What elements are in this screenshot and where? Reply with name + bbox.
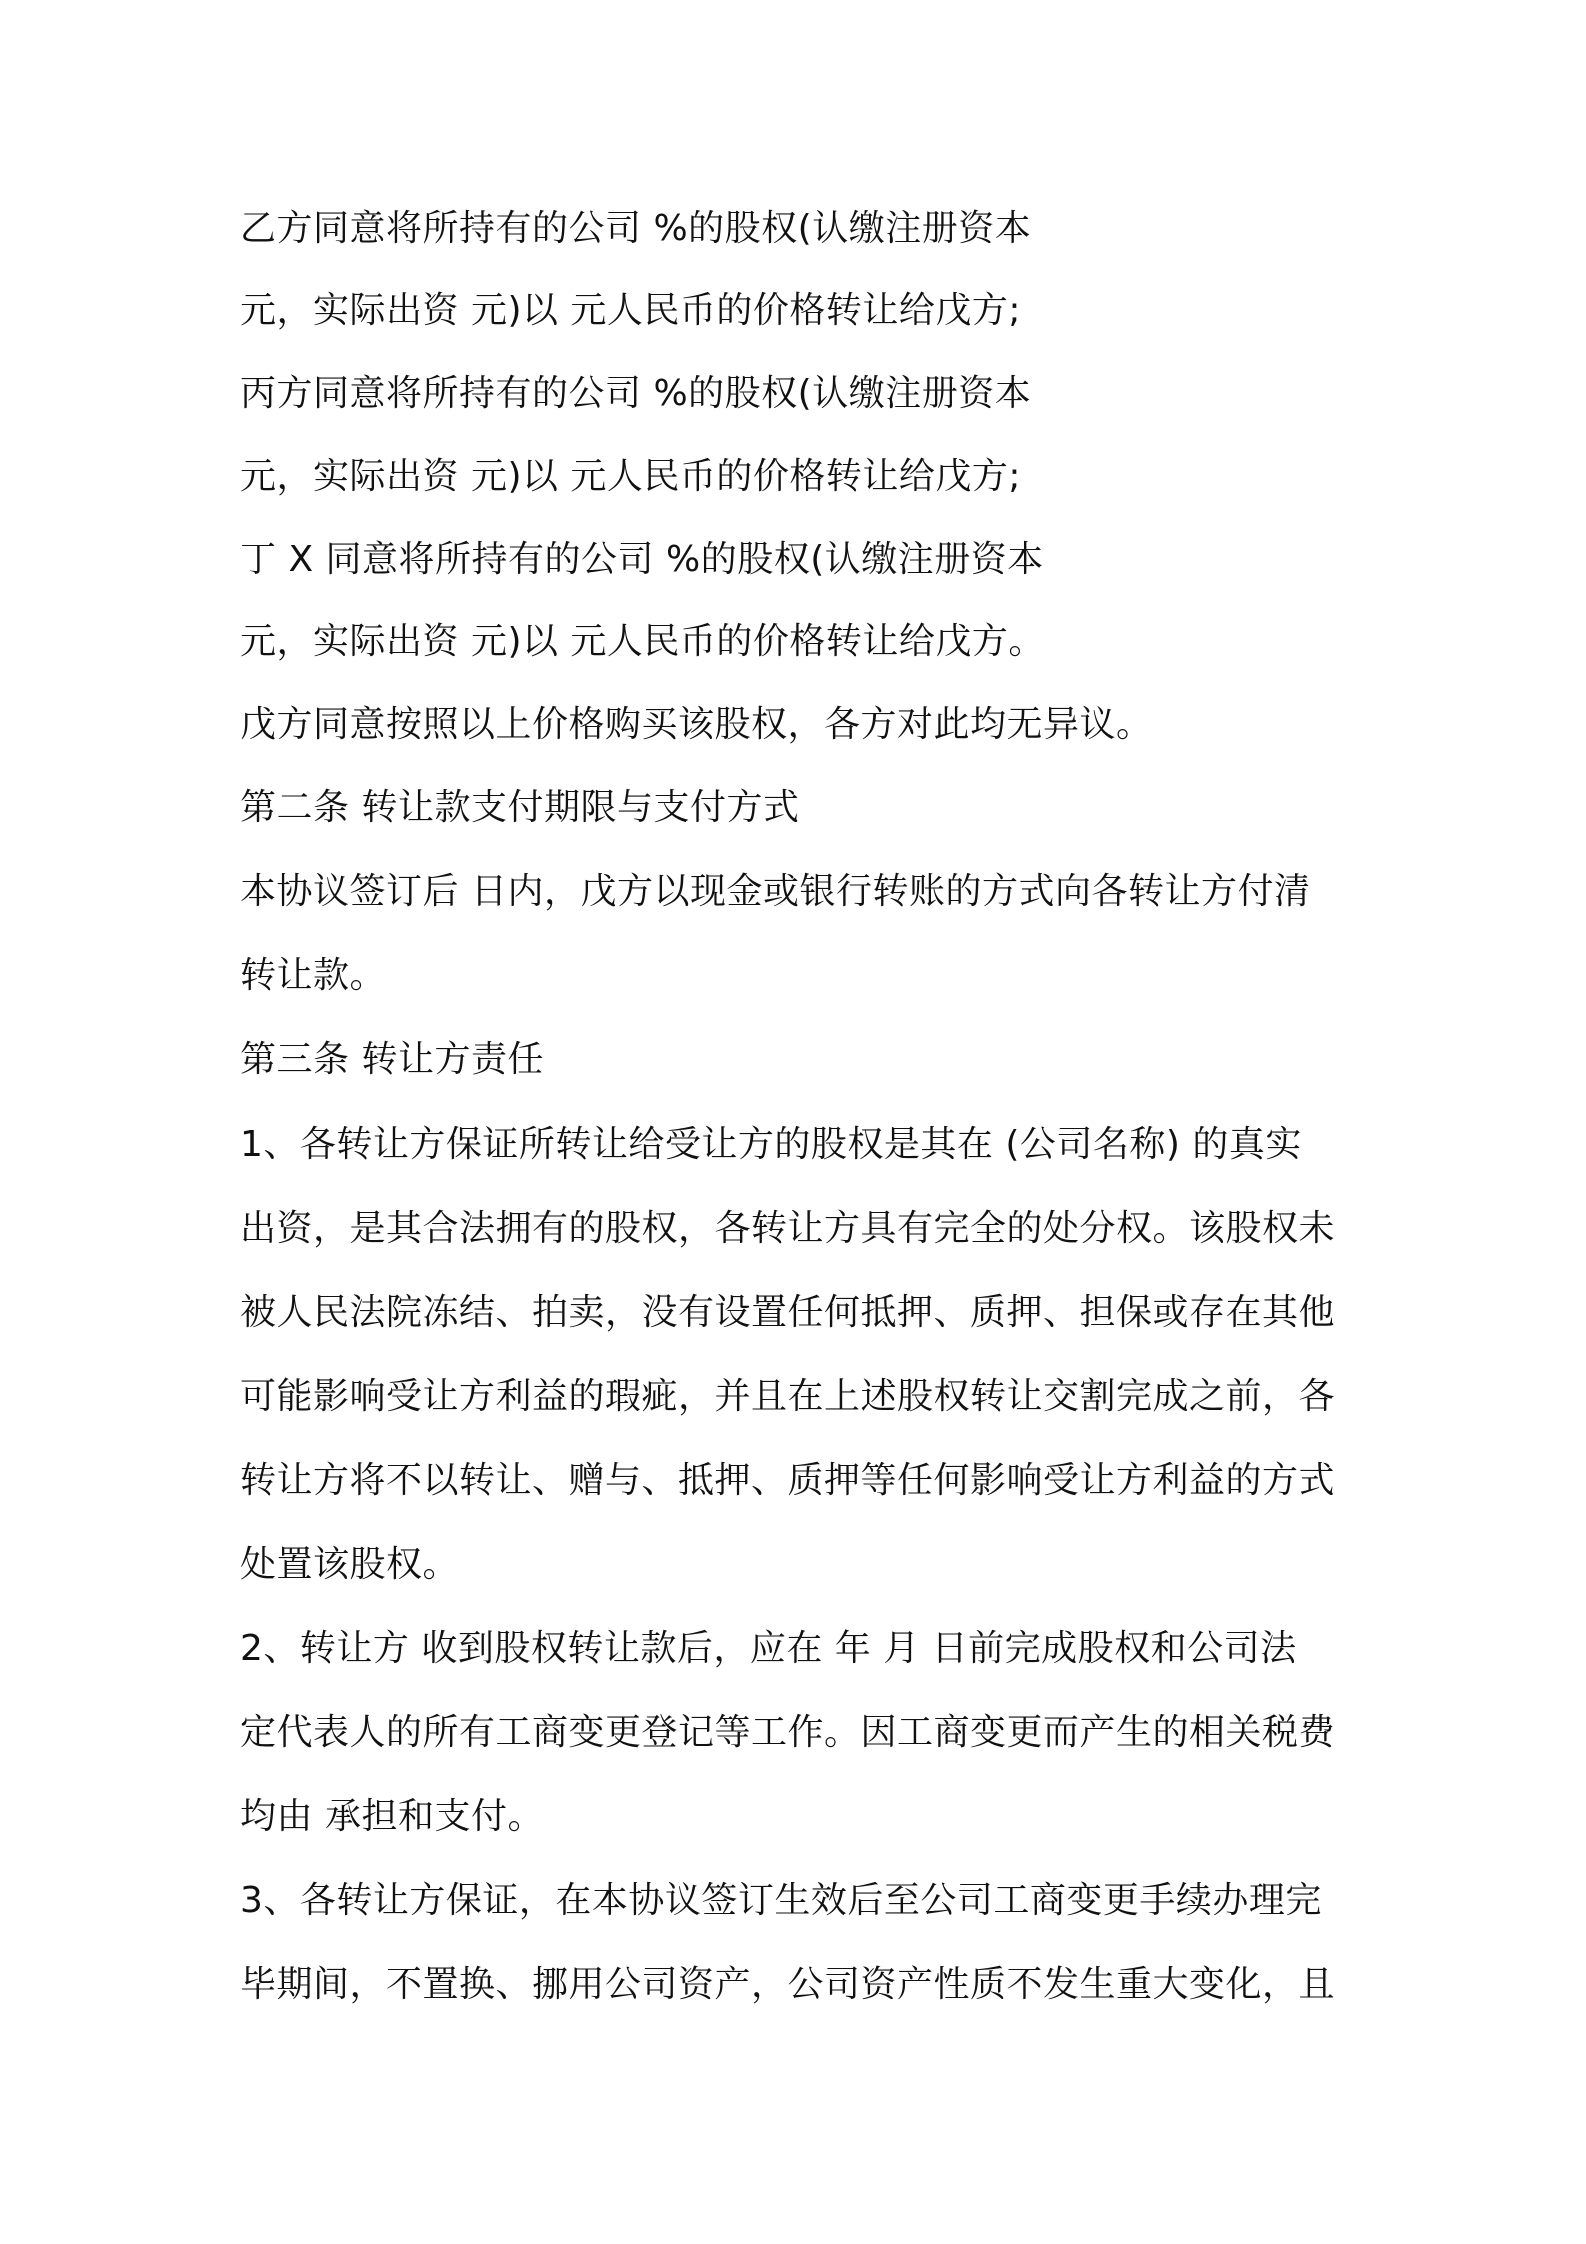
text-line: 元，实际出资 元)以 元人民币的价格转让给戊方。 bbox=[240, 621, 1045, 662]
section-heading: 第三条 转让方责任 bbox=[240, 1039, 544, 1080]
text-line: 出资，是其合法拥有的股权，各转让方具有完全的处分权。该股权未 bbox=[240, 1208, 1336, 1249]
text-line: 本协议签订后 日内，戊方以现金或银行转账的方式向各转让方付清 bbox=[240, 871, 1311, 912]
text-line: 可能影响受让方利益的瑕疵，并且在上述股权转让交割完成之前，各 bbox=[240, 1376, 1336, 1417]
text-line: 处置该股权。 bbox=[240, 1544, 460, 1585]
section-heading: 第二条 转让款支付期限与支付方式 bbox=[240, 787, 800, 828]
text-line: 元，实际出资 元)以 元人民币的价格转让给戊方; bbox=[240, 456, 1022, 497]
text-line: 定代表人的所有工商变更登记等工作。因工商变更而产生的相关税费 bbox=[240, 1712, 1336, 1753]
text-line: 转让方将不以转让、赠与、抵押、质押等任何影响受让方利益的方式 bbox=[240, 1460, 1336, 1501]
text-line: 丙方同意将所持有的公司 %的股权(认缴注册资本 bbox=[240, 373, 1032, 414]
text-line: 2、转让方 收到股权转让款后，应在 年 月 日前完成股权和公司法 bbox=[240, 1628, 1297, 1669]
text-line: 3、各转让方保证，在本协议签订生效后至公司工商变更手续办理完 bbox=[240, 1880, 1322, 1921]
text-line: 戊方同意按照以上价格购买该股权，各方对此均无异议。 bbox=[240, 704, 1153, 745]
text-line: 乙方同意将所持有的公司 %的股权(认缴注册资本 bbox=[240, 208, 1032, 249]
text-line: 转让款。 bbox=[240, 955, 387, 996]
text-line: 元，实际出资 元)以 元人民币的价格转让给戊方; bbox=[240, 290, 1022, 331]
text-line: 被人民法院冻结、拍卖，没有设置任何抵押、质押、担保或存在其他 bbox=[240, 1292, 1336, 1333]
text-line: 毕期间，不置换、挪用公司资产，公司资产性质不发生重大变化，且 bbox=[240, 1964, 1336, 2005]
text-line: 丁 X 同意将所持有的公司 %的股权(认缴注册资本 bbox=[240, 539, 1044, 580]
text-line: 1、各转让方保证所转让给受让方的股权是其在 (公司名称) 的真实 bbox=[240, 1124, 1302, 1165]
text-line: 均由 承担和支付。 bbox=[240, 1796, 544, 1837]
